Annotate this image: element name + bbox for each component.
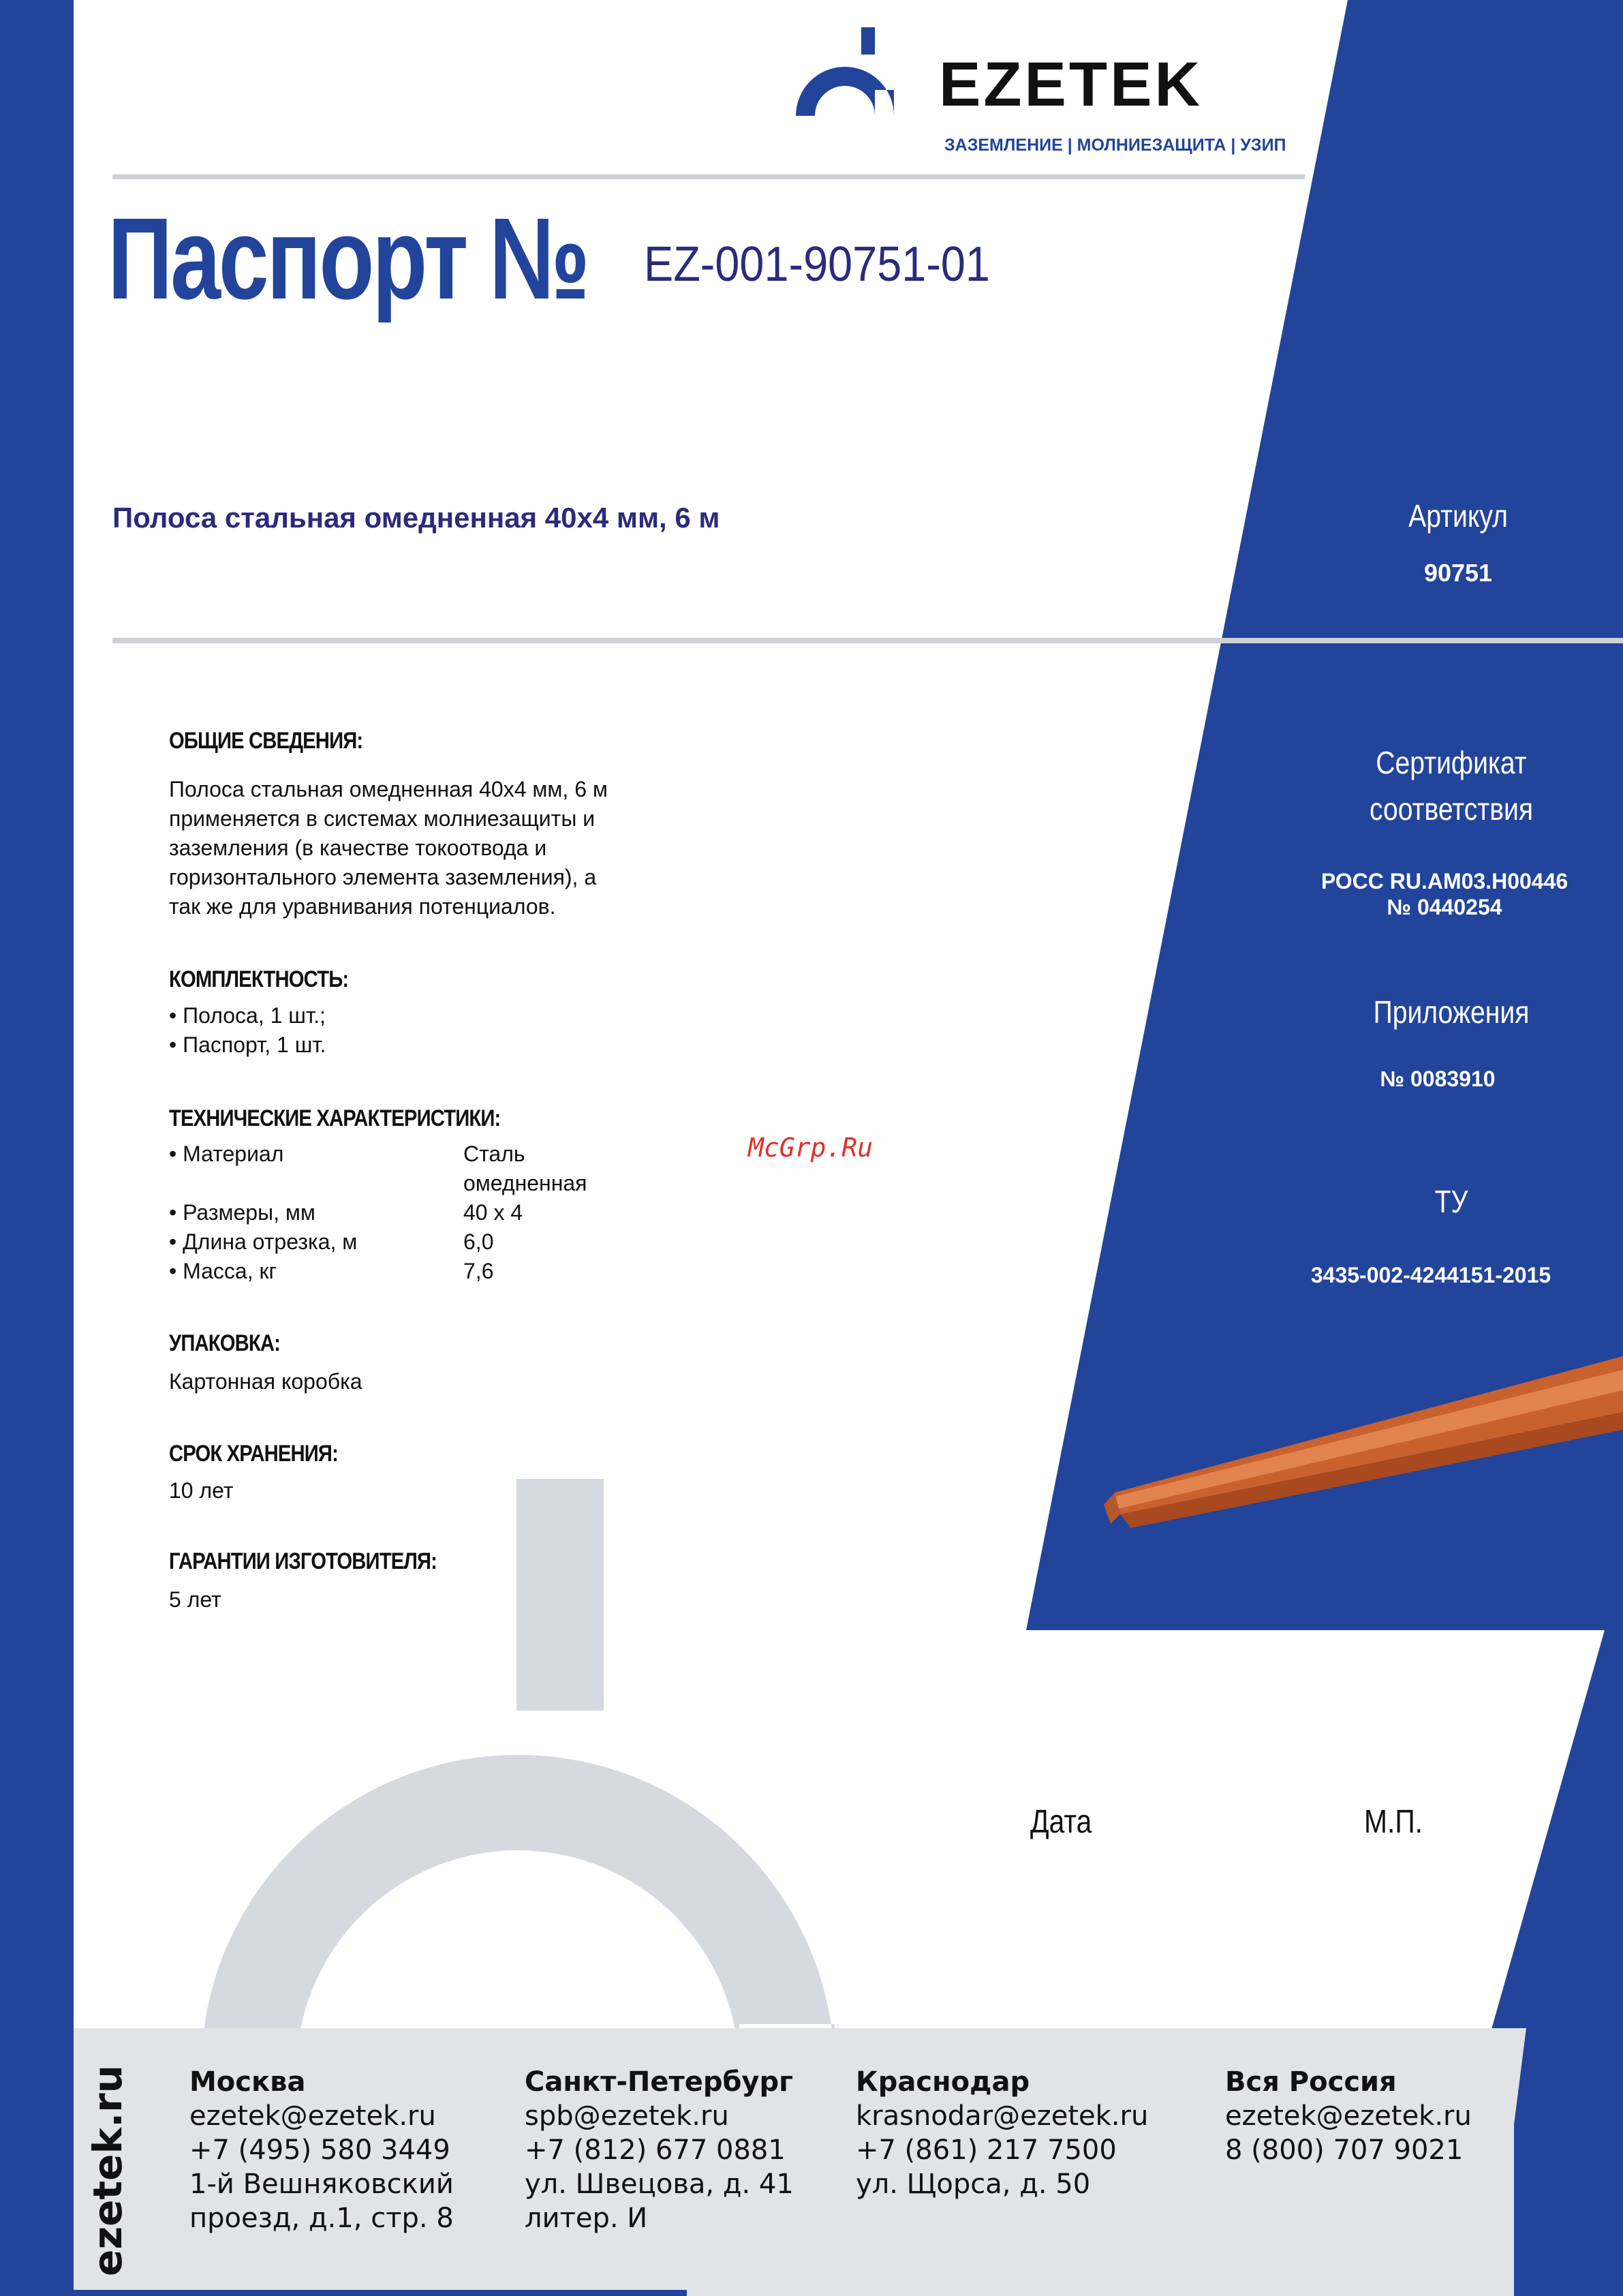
office-phone[interactable]: +7 (861) 217 7500 xyxy=(856,2134,1117,2166)
storage-value: 10 лет xyxy=(169,1478,234,1503)
storage-title: СРОК ХРАНЕНИЯ: xyxy=(169,1441,338,1467)
office-address: литер. И xyxy=(525,2203,648,2234)
tu-label: ТУ xyxy=(1434,1184,1468,1219)
spec-label: • Длина отрезка, м xyxy=(169,1229,358,1254)
spec-row-size xyxy=(169,1198,646,1227)
passport-number: EZ-001-90751-01 xyxy=(644,237,990,292)
office-address: проезд, д.1, стр. 8 xyxy=(189,2203,454,2234)
appendix-value: № 0083910 xyxy=(1380,1067,1496,1091)
appendix-label: Приложения xyxy=(1373,994,1530,1030)
kit-item-2: • Паспорт, 1 шт. xyxy=(169,1032,326,1057)
article-label: Артикул xyxy=(1408,498,1508,534)
cert-label-line1: Сертификат xyxy=(1376,745,1527,780)
office-email[interactable]: ezetek@ezetek.ru xyxy=(189,2100,436,2132)
office-address: ул. Щорса, д. 50 xyxy=(856,2169,1091,2200)
general-line-5: так же для уравнивания потенциалов. xyxy=(169,894,556,919)
spec-label: • Материал xyxy=(169,1142,284,1166)
top-divider xyxy=(112,174,1305,179)
office-phone[interactable]: +7 (812) 677 0881 xyxy=(525,2134,786,2166)
specs-title: ТЕХНИЧЕСКИЕ ХАРАКТЕРИСТИКИ: xyxy=(169,1105,501,1131)
product-name: Полоса стальная омедненная 40х4 мм, 6 м xyxy=(112,502,720,534)
cert-value-line1: РОСС RU.AM03.H00446 xyxy=(1320,869,1568,893)
cert-label-line2: соответствия xyxy=(1369,791,1534,827)
office-city: Санкт-Петербург xyxy=(525,2066,794,2098)
spec-row-length xyxy=(169,1227,646,1257)
general-title: ОБЩИЕ СВЕДЕНИЯ: xyxy=(169,728,363,754)
brand-logo-icon xyxy=(796,27,905,123)
stamp-label: М.П. xyxy=(1364,1804,1423,1840)
watermark-text: McGrp.Ru xyxy=(748,1133,874,1163)
office-spb xyxy=(525,2065,794,2235)
general-line-1: Полоса стальная омедненная 40х4 мм, 6 м xyxy=(169,777,608,801)
brand-name: EZETEK xyxy=(939,50,1203,119)
general-line-3: заземления (в качестве токоотвода и xyxy=(169,836,547,860)
office-phone[interactable]: 8 (800) 707 9021 xyxy=(1225,2134,1464,2166)
packaging-value: Картонная коробка xyxy=(169,1369,362,1394)
spec-label: • Размеры, мм xyxy=(169,1200,315,1225)
office-email[interactable]: spb@ezetek.ru xyxy=(525,2100,729,2132)
page-title: Паспорт № xyxy=(108,194,588,324)
cert-value-line2: № 0440254 xyxy=(1387,895,1502,919)
spec-value: омедненная xyxy=(463,1171,587,1195)
office-address: 1-й Вешняковский xyxy=(189,2169,454,2200)
footer-bottom-line xyxy=(74,2290,687,2296)
spec-value: 7,6 xyxy=(463,1259,494,1283)
office-city: Краснодар xyxy=(856,2066,1030,2098)
kit-item-1: • Полоса, 1 шт.; xyxy=(169,1003,326,1028)
kit-title: КОМПЛЕКТНОСТЬ: xyxy=(169,966,349,992)
warranty-title: ГАРАНТИИ ИЗГОТОВИТЕЛЯ: xyxy=(169,1548,437,1574)
warranty-value: 5 лет xyxy=(169,1587,221,1612)
middle-divider xyxy=(112,638,1623,643)
spec-value: Сталь xyxy=(463,1142,525,1166)
office-phone[interactable]: +7 (495) 580 3449 xyxy=(189,2134,450,2166)
tu-value: 3435-002-4244151-2015 xyxy=(1310,1263,1551,1287)
office-russia xyxy=(1225,2065,1472,2167)
spec-label: • Масса, кг xyxy=(169,1259,277,1283)
spec-value: 40 x 4 xyxy=(463,1200,523,1225)
packaging-title: УПАКОВКА: xyxy=(169,1330,280,1356)
office-city: Вся Россия xyxy=(1225,2066,1397,2098)
spec-value: 6,0 xyxy=(463,1229,494,1254)
general-line-4: горизонтального элемента заземления), а xyxy=(169,865,597,889)
brand-tagline: ЗАЗЕМЛЕНИЕ | МОЛНИЕЗАЩИТА | УЗИП xyxy=(944,136,1286,155)
spec-row-mass xyxy=(169,1257,646,1286)
office-city: Москва xyxy=(189,2066,306,2098)
footer-band-edge xyxy=(1492,2028,1623,2296)
date-label: Дата xyxy=(1030,1804,1092,1840)
office-moscow xyxy=(189,2065,454,2235)
office-krasnodar xyxy=(856,2065,1148,2201)
copper-strip-image xyxy=(1104,1349,1623,1581)
spec-row-material xyxy=(169,1139,646,1169)
general-line-2: применяется в системах молниезащиты и xyxy=(169,806,596,831)
office-email[interactable]: krasnodar@ezetek.ru xyxy=(856,2100,1149,2132)
article-value: 90751 xyxy=(1423,559,1493,587)
site-vertical: ezetek.ru xyxy=(84,2065,131,2276)
office-email[interactable]: ezetek@ezetek.ru xyxy=(1225,2100,1472,2132)
office-address: ул. Швецова, д. 41 xyxy=(525,2169,794,2200)
